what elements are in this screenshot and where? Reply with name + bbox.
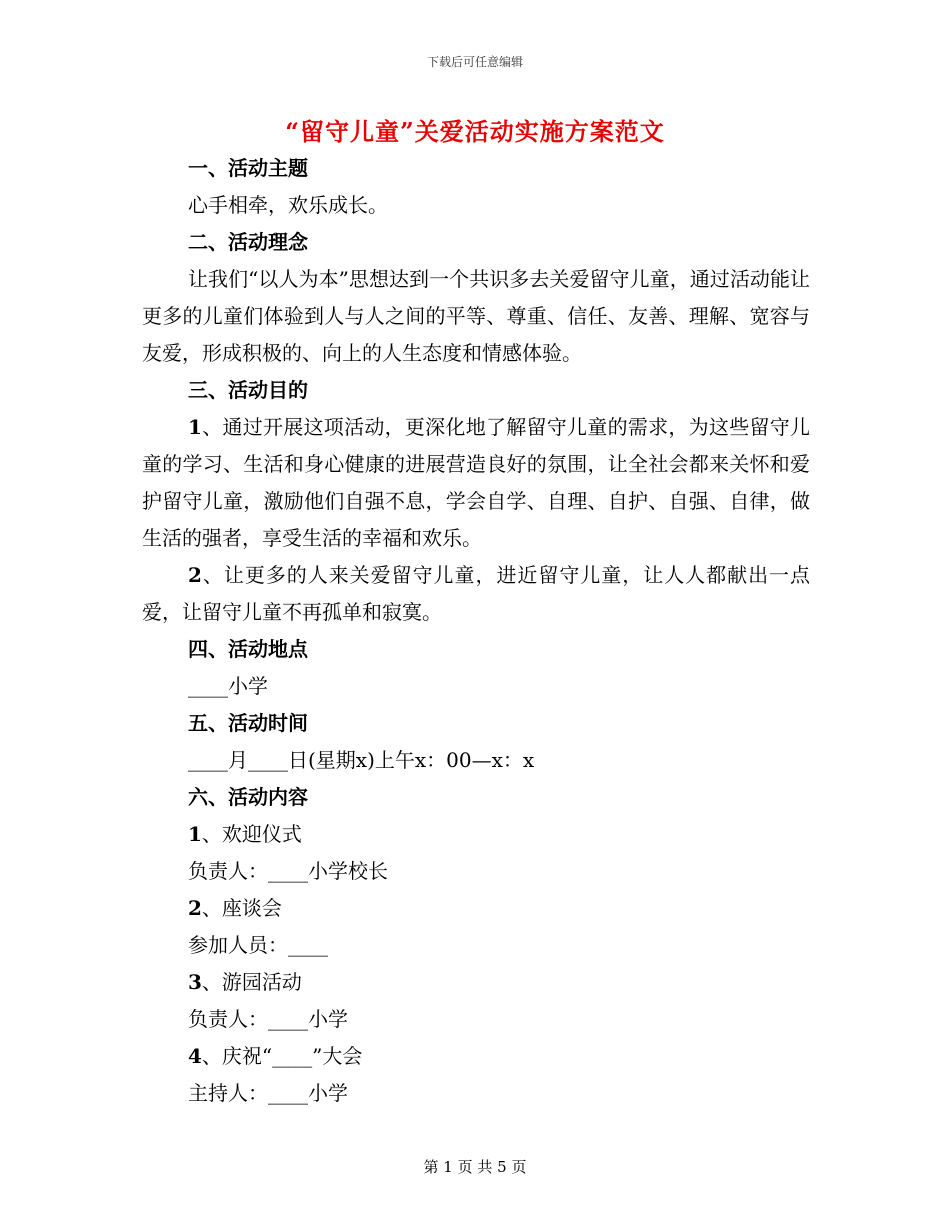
section-heading-purpose: 三、活动目的 xyxy=(188,378,308,402)
content-item-title-3 xyxy=(142,964,810,1001)
content-item-title-2 xyxy=(142,890,810,927)
content-item-title-4 xyxy=(142,1038,810,1075)
content-item-number-2: 2 xyxy=(188,896,202,920)
content-item-label-1: 、欢迎仪式 xyxy=(201,822,302,846)
content-item-detail-1: 负责人：____小学校长 xyxy=(188,859,388,883)
content-item-detail-4: 主持人：____小学 xyxy=(188,1081,348,1105)
purpose-text-2: 、让更多的人来关爱留守儿童，进近留守儿童，让人人都献出一点爱，让留守儿童不再孤单和寂寞。 xyxy=(142,563,810,624)
content-item-detail-2: 参加人员：____ xyxy=(188,933,328,957)
section-text-location: ____小学 xyxy=(188,674,268,698)
content-item-label-2: 、座谈会 xyxy=(201,896,282,920)
document-title: “留守儿童”关爱活动实施方案范文 xyxy=(285,117,665,146)
content-item-number-3: 3 xyxy=(188,970,202,994)
section-heading-time: 五、活动时间 xyxy=(188,711,308,735)
content-item-number-4: 4 xyxy=(188,1044,202,1068)
document-body xyxy=(142,150,810,1112)
content-item-title-1 xyxy=(142,816,810,853)
content-item-label-3: 、游园活动 xyxy=(201,970,302,994)
section-heading-location: 四、活动地点 xyxy=(188,637,308,661)
purpose-number-1: 1 xyxy=(188,415,202,439)
purpose-number-2: 2 xyxy=(188,563,202,587)
section-paragraph-concept: 让我们“以人为本”思想达到一个共识多去关爱留守儿童，通过活动能让更多的儿童们体验到人与人之间的平等、尊重、信任、友善、理解、宽容与友爱，形成积极的、向上的人生态度和情感体验。 xyxy=(142,267,810,365)
content-item-detail-3: 负责人：____小学 xyxy=(188,1007,348,1031)
section-heading-theme: 一、活动主题 xyxy=(188,156,308,180)
purpose-paragraph-1 xyxy=(142,409,810,557)
section-text-theme: 心手相牵，欢乐成长。 xyxy=(188,193,388,217)
purpose-text-1: 、通过开展这项活动，更深化地了解留守儿童的需求，为这些留守儿童的学习、生活和身心健康的进展营造良好的氛围，让全社会都来关怀和爱护留守儿童，激励他们自强不息，学会自学、自理、自护、自强、自律，做生活的强者，享受生活的幸福和欢乐。 xyxy=(142,415,810,550)
purpose-paragraph-2 xyxy=(142,557,810,631)
section-text-time: ____月____日(星期x)上午x：00—x：x xyxy=(188,748,535,772)
content-item-number-1: 1 xyxy=(188,822,202,846)
content-item-label-4: 、庆祝“____”大会 xyxy=(201,1044,363,1068)
header-note: 下载后可任意编辑 xyxy=(426,55,523,69)
page-number: 第 1 页 共 5 页 xyxy=(423,1158,527,1176)
section-heading-concept: 二、活动理念 xyxy=(188,230,308,254)
section-heading-content: 六、活动内容 xyxy=(188,785,308,809)
